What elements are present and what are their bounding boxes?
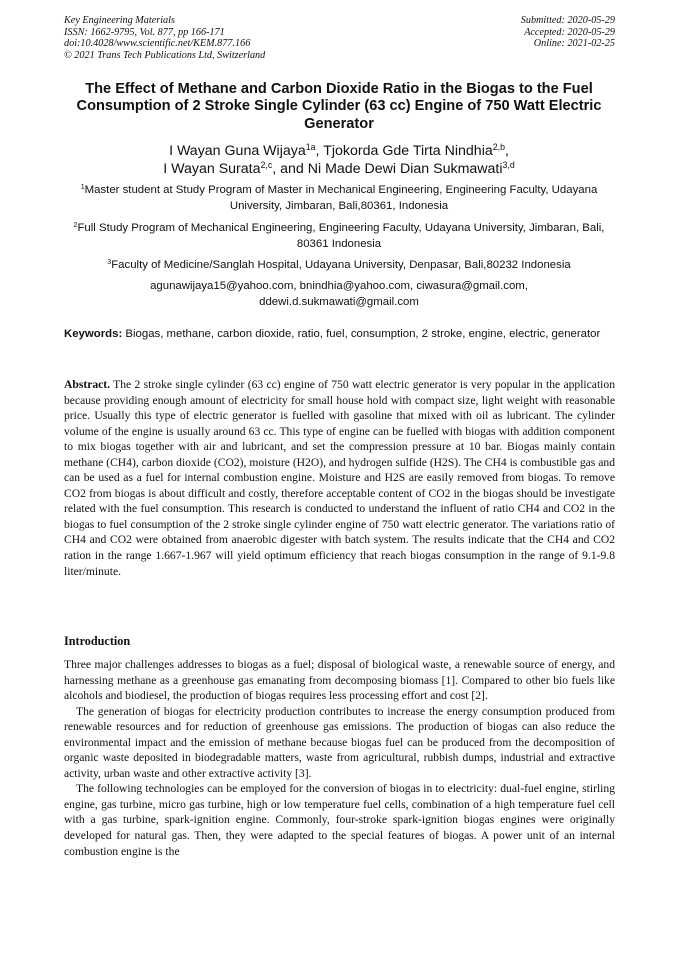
email-line[interactable]: ddewi.d.sukmawati@gmail.com xyxy=(259,295,419,308)
affiliation-text: Master student at Study Program of Master in Mechanical Engineering, Engineering Faculty, Udayana University, Jimbaran, Bali,80361, Indonesia xyxy=(84,184,598,212)
keywords-label: Keywords: xyxy=(64,328,123,340)
keywords-text: Biogas, methane, carbon dioxide, ratio, fuel, consumption, 2 stroke, engine, electric, generator xyxy=(122,328,601,340)
keywords xyxy=(64,327,614,342)
abstract-text: The 2 stroke single cylinder (63 cc) engine of 750 watt electric generator is very popular in the application because providing enough amount of electricity for small house hold with compact size, light weight with reasonable price. Usually this type of electric generator is fuelled with gasoline that mixed with oil as lubricant. The cylinder volume of the engine is usually around 63 cc. This type of engine can be fuelled with biogas with addition component to mix biogas together with air and lubricant, and set the compression pressure at 10 bar. Biogas mainly contain methane (CH4), carbon dioxide (CO2), moisture (H2O), and hydrogen sulfide (H2S). The CH4 is combustible gas and can be used as a fuel for internal combustion engine. Moisture and H2S are easily removed from biogas. To remove CO2 from biogas is about difficult and costly, therefore acceptable content of CO2 in the biogas should be investigate related with the fuel consumption. This research is conducted to understand the influent of ratio CH4 and CO2 in the biogas to fuel consumption of the 2 stroke single cylinder engine of 750 watt electric generator. The variations ratio of CH4 and CO2 were obtained from anaerobic digester with batch system. The results indicate that the CH4 and CO2 ration in the range 1.667-1.967 will yield optimum efficiency that reach biogas consumption in the range of 9.1-9.8 liter/minute. xyxy=(64,378,615,578)
paragraph: Three major challenges addresses to biogas as a fuel; disposal of biological waste, a renewable source of energy, and harnessing methane as a greenhouse gas emanating from decomposing biomass [1]. Compared to other bio fuels like alcohols and biodiesel, the production of biogas requires less processing effort and cost [2]. xyxy=(64,658,615,703)
journal-doi[interactable]: doi:10.4028/www.scientific.net/KEM.877.166 xyxy=(64,38,251,50)
affiliation-text: Faculty of Medicine/Sanglah Hospital, Udayana University, Denpasar, Bali,80232 Indonesia xyxy=(111,259,571,271)
abstract xyxy=(64,377,615,579)
author-affiliation-mark: 2,c xyxy=(260,160,273,171)
paper-title: The Effect of Methane and Carbon Dioxide Ratio in the Biogas to the Fuel Consumption of 2 Stroke Single Cylinder (63 cc) Engine of 750 Watt Electric Generator xyxy=(76,81,602,132)
author-name: Tjokorda Gde Tirta Nindhia xyxy=(323,143,493,159)
affiliation-mark: 3 xyxy=(107,259,112,267)
journal-copyright: © 2021 Trans Tech Publications Ltd, Switzerland xyxy=(64,49,266,61)
author-list xyxy=(52,142,626,179)
affiliation-2 xyxy=(60,221,618,252)
author-separator: , xyxy=(315,143,324,159)
affiliation-1 xyxy=(60,183,618,214)
online-date: Online: 2021-02-25 xyxy=(533,38,615,50)
affiliation-text: Full Study Program of Mechanical Engineering, Engineering Faculty, Udayana University, Jimbaran, Bali, 80361 Indonesia xyxy=(77,222,605,250)
author-separator: , xyxy=(504,143,509,159)
journal-issn: ISSN: 1662-9795, Vol. 877, pp 166-171 xyxy=(64,26,225,38)
abstract-label: Abstract. xyxy=(64,378,111,391)
author-name: I Wayan Surata xyxy=(163,161,261,178)
journal-info xyxy=(64,15,265,61)
author-emails xyxy=(60,279,618,310)
affiliation-mark: 1 xyxy=(80,184,85,192)
author-separator: , and xyxy=(272,161,308,178)
introduction-body xyxy=(64,657,615,859)
submitted-date: Submitted: 2020-05-29 xyxy=(520,15,615,26)
affiliation-mark: 2 xyxy=(73,222,78,230)
author-affiliation-mark: 3,d xyxy=(502,160,515,171)
author-affiliation-mark: 1a xyxy=(305,142,316,153)
section-heading-introduction: Introduction xyxy=(64,634,131,648)
author-name: Ni Made Dewi Dian Sukmawati xyxy=(307,161,503,178)
accepted-date: Accepted: 2020-05-29 xyxy=(524,26,615,38)
affiliation-3 xyxy=(60,258,618,274)
submission-dates xyxy=(521,15,615,50)
author-name: I Wayan Guna Wijaya xyxy=(169,143,306,159)
paragraph: The generation of biogas for electricity production contributes to increase the energy consumption produced from renewable resources and for reduction of greenhouse gas emissions. The production of biogas can also reduce the environmental impact and the emission of methane because biogas fuel can be produced from the decomposition of organic waste deposited in biodegradable matters, waste from agricultural, rubbish dumps, industrial and extractive activity, urban waste and other extractive activity [3]. xyxy=(64,704,615,780)
paragraph: The following technologies can be employed for the conversion of biogas in to electricity: dual-fuel engine, stirling engine, gas turbine, micro gas turbine, high or low temperature fuel cells, combination of a high temperature fuel cell with a gas turbine, spark-ignition engine. Commonly, four-stroke spark-ignition biogas engines were originally developed for natural gas. Then, they were adapted to the special features of biogas. A power unit of an internal combustion engine is the xyxy=(64,782,615,858)
author-affiliation-mark: 2,b xyxy=(492,142,505,153)
journal-name: Key Engineering Materials xyxy=(64,15,175,26)
email-line[interactable]: agunawijaya15@yahoo.com, bnindhia@yahoo.com, ciwasura@gmail.com, xyxy=(150,280,528,292)
